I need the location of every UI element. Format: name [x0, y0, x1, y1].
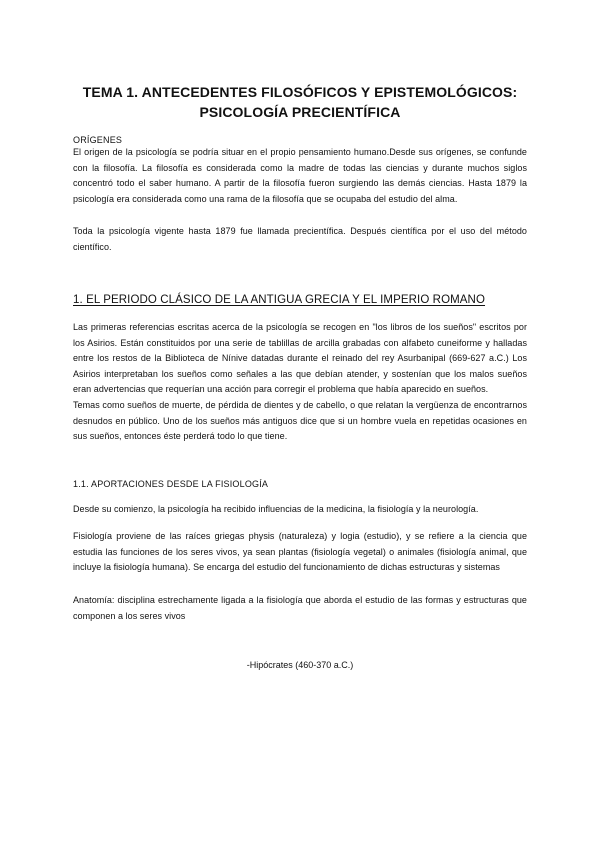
section-1-paragraph-2: Temas como sueños de muerte, de pérdida de dientes y de cabello, o que relatan la vergüenza de encontrarnos desnudos en público. Uno de los sueños más antiguos dice que si un hombre vuela en repetidas ocasiones en sus sueños, entonces éste perderá todo lo que tiene. — [73, 400, 527, 442]
origins-label: ORÍGENES — [73, 135, 123, 145]
subsection-intro-paragraph: Desde su comienzo, la psicología ha recibido influencias de la medicina, la fisiología y la neurología. — [73, 504, 479, 514]
hippocrates-line: -Hipócrates (460-370 a.C.) — [246, 660, 354, 670]
anatomy-paragraph: Anatomía: disciplina estrechamente ligada a la fisiología que aborda el estudio de las formas y estructuras que componen a los seres vivos — [73, 595, 527, 621]
document-title-line-2: PSICOLOGÍA PRECIENTÍFICA — [199, 104, 401, 120]
section-1-heading: 1. EL PERIODO CLÁSICO DE LA ANTIGUA GRECIA Y EL IMPERIO ROMANO — [73, 294, 486, 306]
prescientific-paragraph: Toda la psicología vigente hasta 1879 fue llamada precientífica. Después científica por el uso del método científico. — [73, 226, 527, 252]
section-1-paragraph-1: Las primeras referencias escritas acerca de la psicología se recogen en "los libros de los sueños" escritos por los Asirios. Están constituidos por una serie de tablillas de arcilla grabadas con alfabeto cuneiforme y halladas entre los restos de la Biblioteca de Nínive datadas durante el reinado del rey Asurbanipal (669-627 a.C.) Los Asirios interpretaban los sueños como señales a las que debían atender, y sostenían que los malos sueños eran advertencias que requerían una acción para corregir el problema que había aparecido en sueños. — [73, 322, 527, 395]
origins-paragraph: El origen de la psicología se podría situar en el propio pensamiento humano.Desde sus orígenes, se confunde con la filosofía. La filosofía es considerada como la madre de todas las ciencias y durante muchos siglos concentró todo el saber humano. A partir de la filosofía fueron surgiendo las demás ciencias. Hasta 1879 la psicología era considerada como una rama de la filosofía que se ocupaba del estudio del alma. — [73, 147, 527, 204]
subsection-1-1-heading: 1.1. APORTACIONES DESDE LA FISIOLOGÍA — [73, 479, 269, 489]
physiology-paragraph: Fisiología proviene de las raíces griegas physis (naturaleza) y logia (estudio), y se refiere a la ciencia que estudia las funciones de los seres vivos, ya sean plantas (fisiología vegetal) o animales (fisiología animal, que incluye la fisiología humana). Se encarga del estudio del funcionamiento de dichas estructuras y sistemas — [73, 531, 527, 573]
document-title-line-1: TEMA 1. ANTECEDENTES FILOSÓFICOS Y EPISTEMOLÓGICOS: — [82, 84, 518, 100]
